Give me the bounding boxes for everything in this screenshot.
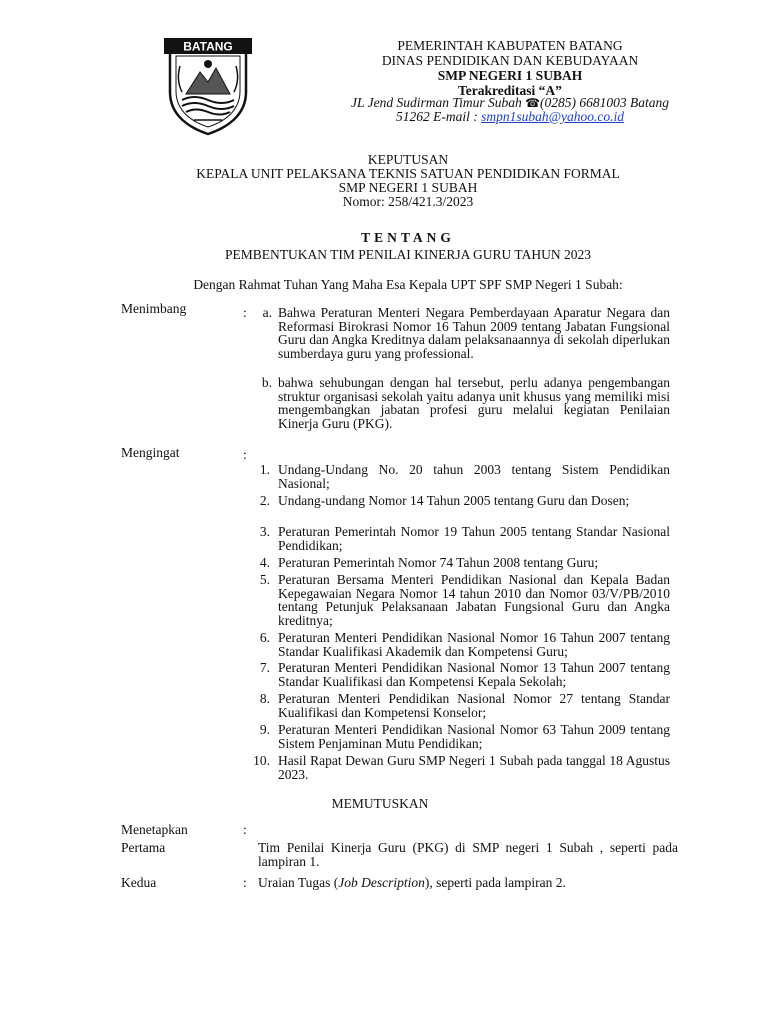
decree-subject: PEMBENTUKAN TIM PENILAI KINERJA GURU TAHUN 2023 (225, 247, 591, 262)
menimbang-label: Menimbang (121, 301, 187, 316)
mengingat-item-10: Hasil Rapat Dewan Guru SMP Negeri 1 Subah pada tanggal 18 Agustus 2023. (278, 753, 670, 782)
menimbang-colon: : (243, 305, 247, 320)
letterhead-accreditation: Terakreditasi “A” (458, 83, 562, 98)
letterhead-line-1: PEMERINTAH KABUPATEN BATANG (397, 38, 623, 53)
pertama-text: Tim Penilai Kinerja Guru (PKG) di SMP negeri 1 Subah , seperti pada lampiran 1. (258, 840, 678, 869)
address-street: JL Jend Sudirman Timur Subah (350, 95, 526, 110)
mengingat-label: Mengingat (121, 445, 180, 460)
batang-regency-logo (164, 36, 252, 136)
kedua-label: Kedua (121, 875, 157, 890)
mengingat-colon: : (243, 447, 247, 462)
phone-icon: ☎ (525, 96, 541, 110)
address-phone: (0285) 6681003 Batang (540, 95, 670, 110)
mengingat-item-2: Undang-undang Nomor 14 Tahun 2005 tentang Guru dan Dosen; (278, 493, 630, 508)
mengingat-marker-7: 7. (259, 660, 270, 675)
mengingat-item-6: Peraturan Menteri Pendidikan Nasional Nomor 16 Tahun 2007 tentang Standar Kualifikasi Akademik dan Kompetensi Guru; (278, 630, 670, 659)
kedua-text-a: Uraian Tugas ( (258, 875, 339, 890)
decree-issuer: KEPALA UNIT PELAKSANA TEKNIS SATUAN PENDIDIKAN FORMAL (196, 166, 620, 181)
menetapkan-colon: : (243, 822, 247, 837)
mengingat-marker-8: 8. (259, 691, 270, 706)
mengingat-item-5: Peraturan Bersama Menteri Pendidikan Nasional dan Kepala Badan Kepegawaian Negara Nomor 14 tahun 2010 dan Nomor 03/V/PB/2010 tentang Petunjuk Pelaksanaan Jabatan Fungsional Guru dan Angka kreditnya; (278, 572, 670, 628)
menimbang-item-b: bahwa sehubungan dengan hal tersebut, perlu adanya pengembangan struktur organisasi sekolah yaitu adanya unit khusus yang memiliki misi mengembangkan jabatan profesi guru melalui kegiatan Penilaian Kinerja Guru (PKG). (278, 375, 670, 431)
mengingat-marker-2: 2. (259, 493, 270, 508)
kedua-text-b: ), seperti pada lampiran 2. (424, 875, 566, 890)
mengingat-marker-10: 10. (253, 753, 270, 768)
pertama-label: Pertama (121, 840, 166, 855)
kedua-text (258, 876, 678, 890)
kedua-colon: : (243, 875, 247, 890)
decree-school: SMP NEGERI 1 SUBAH (338, 180, 478, 195)
email-link[interactable]: smpn1subah@yahoo.co.id (481, 109, 625, 124)
kedua-text-italic: Job Description (338, 875, 425, 890)
logo-text: BATANG (183, 39, 233, 54)
mengingat-item-7: Peraturan Menteri Pendidikan Nasional Nomor 13 Tahun 2007 tentang Standar Kualifikasi dan Kompetensi Kepala Sekolah; (278, 660, 670, 689)
tentang-heading: TENTANG (361, 230, 455, 245)
menimbang-marker-a: a. (262, 305, 272, 320)
mengingat-marker-4: 4. (259, 555, 270, 570)
address-postal: 51262 E-mail : (395, 109, 482, 124)
menimbang-marker-b: b. (261, 375, 272, 390)
decree-title: KEPUTUSAN (367, 152, 449, 167)
preamble: Dengan Rahmat Tuhan Yang Maha Esa Kepala UPT SPF SMP Negeri 1 Subah: (193, 277, 623, 292)
mengingat-marker-9: 9. (259, 722, 270, 737)
mengingat-item-1: Undang-Undang No. 20 tahun 2003 tentang Sistem Pendidikan Nasional; (278, 462, 670, 491)
mengingat-marker-6: 6. (259, 630, 270, 645)
mengingat-item-3: Peraturan Pemerintah Nomor 19 Tahun 2005 tentang Standar Nasional Pendidikan; (278, 524, 670, 553)
letterhead-school-name: SMP NEGERI 1 SUBAH (437, 68, 583, 83)
mengingat-item-8: Peraturan Menteri Pendidikan Nasional Nomor 27 tentang Standar Kualifikasi dan Kompetensi Konselor; (278, 691, 670, 720)
mengingat-marker-1: 1. (259, 462, 270, 477)
letterhead-line-2: DINAS PENDIDIKAN DAN KEBUDAYAAN (381, 53, 639, 68)
mengingat-marker-3: 3. (259, 524, 270, 539)
letterhead-email-line (300, 109, 720, 124)
mengingat-marker-5: 5. (259, 572, 270, 587)
menimbang-item-a: Bahwa Peraturan Menteri Negara Pemberdayaan Aparatur Negara dan Reformasi Birokrasi Nomor 16 Tahun 2009 tentang Jabatan Fungsional Guru dan Angka Kreditnya dalam pelaksanaannya di sekolah diperlukan sumberdaya guru yang professional. (278, 305, 670, 361)
mengingat-item-9: Peraturan Menteri Pendidikan Nasional Nomor 63 Tahun 2009 tentang Sistem Penjaminan Mutu Pendidikan; (278, 722, 670, 751)
memutuskan-heading: MEMUTUSKAN (331, 796, 429, 811)
menetapkan-label: Menetapkan (121, 822, 188, 837)
decree-number: Nomor: 258/421.3/2023 (342, 194, 474, 209)
mengingat-item-4: Peraturan Pemerintah Nomor 74 Tahun 2008 tentang Guru; (278, 555, 599, 570)
